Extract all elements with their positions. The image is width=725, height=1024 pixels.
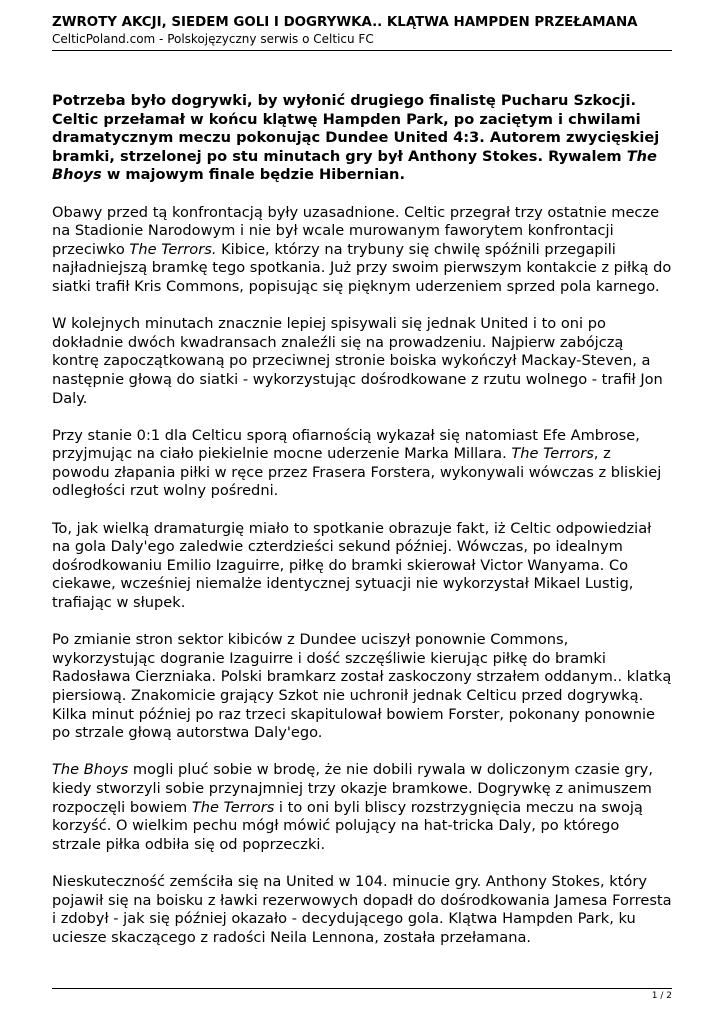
p3-italic-terrors: The Terrors xyxy=(511,445,594,463)
site-subtitle: CelticPoland.com - Polskojęzyczny serwis o Celticu FC xyxy=(52,32,374,46)
p6-italic-terrors: The Terrors xyxy=(191,798,275,816)
paragraph-6 xyxy=(52,761,672,854)
lead-text-1: Potrzeba było dogrywki, by wyłonić drugiego finalistę Pucharu Szkocji. Celtic przełamał w końcu klątwę Hampden Park, po zaciętym i chwilami dramatycznym meczu pokonując Dundee United 4:3. Autorem zwycięskiej bramki, strzelonej po stu minutach gry był Anthony Stokes. Rywalem xyxy=(52,92,660,165)
p6-italic-bhoys: The Bhoys xyxy=(52,761,129,779)
p3-text-2: , z powodu złapania piłki w ręce przez Frasera Forstera, wykonywali wówczas z bliskiej odległości rzut wolny pośredni. xyxy=(52,445,662,500)
lead-italic-bhoys: The Bhoys xyxy=(52,147,657,184)
article-title: ZWROTY AKCJI, SIEDEM GOLI I DOGRYWKA.. KLĄTWA HAMPDEN PRZEŁAMANA xyxy=(52,15,638,30)
paragraph-7: Nieskuteczność zemściła się na United w 104. minucie gry. Anthony Stokes, który pojawił się na boisku z ławki rezerwowych dopadł do dośrodkowania Jamesa Forresta i zdobył - jak się później okazało - decydującego gola. Klątwa Hampden Park, ku uciesze skaczącego z radości Neila Lennona, została przełamana. xyxy=(52,872,672,946)
page-header xyxy=(52,14,672,51)
p3-text-1: Przy stanie 0:1 dla Celticu sporą ofiarnością wykazał się natomiast Efe Ambrose, przyjmując na ciało piekielnie mocne uderzenie Marka Millara. xyxy=(52,426,640,463)
p1-text-2: Kibice, którzy na trybuny się chwilę spóźnili przegapili najładniejszą bramkę tego spotkania. Już przy swoim pierwszym kontakcie z piłką do siatki trafił Kris Commons, popisując się pięknym uderzeniem sprzed pola karnego. xyxy=(52,240,672,295)
paragraph-3 xyxy=(52,427,672,501)
lead-text-2: w majowym finale będzie Hibernian. xyxy=(101,166,405,184)
page-footer xyxy=(52,988,672,1001)
paragraph-1 xyxy=(52,204,672,297)
paragraph-2: W kolejnych minutach znacznie lepiej spisywali się jednak United i to oni po dokładnie dwóch kwadransach znaleźli się na prowadzeniu. Najpierw zabójczą kontrę zapoczątkowaną po przeciwnej stronie boiska wykończył Mackay-Steven, a następnie głową do siatki - wykorzystując dośrodkowane z rzutu wolnego - trafił Jon Daly. xyxy=(52,315,663,407)
p1-text-1: Obawy przed tą konfrontacją były uzasadnione. Celtic przegrał trzy ostatnie mecze na Stadionie Narodowym i nie był wcale murowanym faworytem konfrontacji przeciwko xyxy=(52,203,660,258)
paragraph-4: To, jak wielką dramaturgię miało to spotkanie obrazuje fakt, iż Celtic odpowiedział na gola Daly'ego zaledwie czterdzieści sekund później. Wówczas, po idealnym dośrodkowaniu Emilio Izaguirre, piłkę do bramki skierował Victor Wanyama. Co ciekawe, wcześniej niemalże identycznej sytuacji nie wykorzystał Mikael Lustig, trafiając w słupek. xyxy=(52,519,652,612)
p6-text-1: mogli pluć sobie w brodę, że nie dobili rywala w doliczonym czasie gry, kiedy stworzyli sobie przynajmniej trzy okazje bramkowe. Dogrywkę z animuszem rozpoczęli bowiem xyxy=(52,761,653,816)
paragraph-5: Po zmianie stron sektor kibiców z Dundee uciszył ponownie Commons, wykorzystując dogranie Izaguirre i dość szczęśliwie kierując piłkę do bramki Radosława Cierzniaka. Polski bramkarz został zaskoczony strzałem oddanym.. klatką piersiową. Znakomicie grający Szkot nie uchronił jednak Celticu przed dogrywką. Kilka minut później po raz trzeci skapitulował bowiem Forster, pokonany ponownie po strzale głową autorstwa Daly'ego. xyxy=(52,631,672,742)
article-lead xyxy=(52,92,672,185)
article-body xyxy=(52,92,672,966)
p1-italic-terrors: The Terrors. xyxy=(129,240,217,258)
page-number: 1 / 2 xyxy=(651,991,672,1001)
p6-text-2: i to oni byli bliscy rozstrzygnięcia meczu na swoją korzyść. O wielkim pechu mógł mówić polujący na hat-tricka Daly, po którego strzale piłka odbiła się od poprzeczki. xyxy=(52,798,643,853)
